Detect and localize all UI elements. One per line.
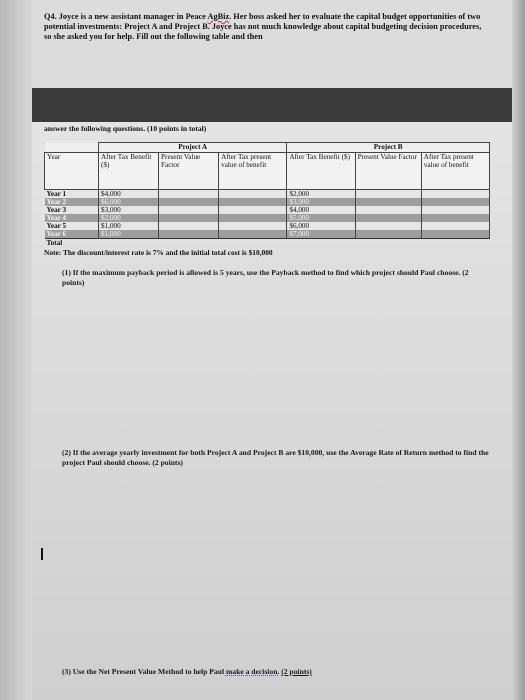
- b-pv-benefit-cell[interactable]: [421, 206, 489, 214]
- table-total-row: [45, 239, 490, 248]
- b-pv-factor-cell[interactable]: [355, 230, 421, 239]
- b-pv-factor-cell[interactable]: [355, 198, 421, 206]
- year-cell: Year 1: [45, 190, 99, 199]
- question-3-points: (2 points): [281, 667, 312, 676]
- a-benefit-cell: $3,000: [98, 206, 158, 214]
- b-benefit-cell: $4,000: [287, 206, 355, 214]
- col-a-pv-factor: Present Value Factor: [159, 153, 219, 190]
- a-benefit-cell: $2,000: [98, 214, 158, 222]
- table-row: [45, 214, 490, 222]
- b-benefit-total[interactable]: [287, 239, 355, 248]
- year-cell: Year 5: [45, 222, 99, 230]
- a-benefit-cell: $1,000: [98, 230, 158, 239]
- a-pv-factor-cell[interactable]: [159, 190, 219, 199]
- table-note: Note: The discount/interest rate is 7% and the initial total cost is $10,000: [44, 248, 273, 257]
- table-row: [45, 222, 490, 230]
- col-a-benefit: After Tax Benefit ($): [98, 153, 158, 190]
- a-pv-benefit-cell[interactable]: [219, 190, 287, 199]
- b-pv-benefit-cell[interactable]: [421, 222, 489, 230]
- b-pv-factor-total[interactable]: [355, 239, 421, 248]
- a-pv-factor-cell[interactable]: [159, 198, 219, 206]
- a-benefit-cell: $1,000: [98, 222, 158, 230]
- b-pv-benefit-cell[interactable]: [421, 198, 489, 206]
- table-column-header: [45, 153, 490, 190]
- question-3-prefix: (3) Use the Net Present Value Method to help Paul: [62, 667, 226, 676]
- dark-divider-band: [32, 88, 512, 122]
- table-row: [45, 198, 490, 206]
- question-3: [62, 667, 492, 676]
- b-pv-benefit-cell[interactable]: [421, 230, 489, 239]
- b-benefit-cell: $6,000: [287, 222, 355, 230]
- a-pv-factor-cell[interactable]: [159, 230, 219, 239]
- year-cell: Year 6: [45, 230, 99, 239]
- b-pv-factor-cell[interactable]: [355, 222, 421, 230]
- table-group-header: [45, 143, 490, 153]
- question-1: (1) If the maximum payback period is allowed is 5 years, use the Payback method to find which project should Paul choose. (2 points): [62, 268, 469, 287]
- year-cell: Year 2: [45, 198, 99, 206]
- a-pv-benefit-cell[interactable]: [219, 206, 287, 214]
- b-benefit-cell: $5,000: [287, 214, 355, 222]
- b-benefit-cell: $7,000: [287, 230, 355, 239]
- b-benefit-cell: $3,000: [287, 198, 355, 206]
- question-body-1: Joyce is a new assistant manager in Peace: [58, 12, 208, 21]
- a-pv-benefit-cell[interactable]: [219, 230, 287, 239]
- table-row: [45, 206, 490, 214]
- a-pv-benefit-cell[interactable]: [219, 222, 287, 230]
- total-label: Total: [45, 239, 99, 248]
- question-text: [44, 12, 490, 42]
- question-3-dotted: make a decision.: [225, 667, 280, 676]
- project-a-header: Project A: [98, 143, 286, 153]
- col-a-pv-benefit: After Tax present value of benefit: [219, 153, 287, 190]
- a-pv-factor-total[interactable]: [159, 239, 219, 248]
- a-benefit-cell: $6,000: [98, 198, 158, 206]
- table-row: [45, 230, 490, 239]
- b-pv-benefit-cell[interactable]: [421, 214, 489, 222]
- instructions: answer the following questions. (10 points in total): [44, 124, 207, 133]
- table-row: [45, 190, 490, 199]
- col-b-benefit: After Tax Benefit ($): [287, 153, 355, 190]
- question-2: (2) If the average yearly investment for both Project A and Project B are $10,000, use the Average Rate of Return method to find the project Paul should choose. (2 points): [62, 448, 489, 467]
- page-edge-shadow: [512, 0, 525, 700]
- a-benefit-cell: $4,000: [98, 190, 158, 199]
- a-pv-benefit-total[interactable]: [219, 239, 287, 248]
- b-pv-benefit-cell[interactable]: [421, 190, 489, 199]
- text-cursor: [41, 548, 43, 560]
- b-pv-factor-cell[interactable]: [355, 190, 421, 199]
- a-pv-benefit-cell[interactable]: [219, 198, 287, 206]
- year-cell: Year 4: [45, 214, 99, 222]
- misspelled-word: AgBiz: [207, 12, 230, 21]
- b-pv-benefit-total[interactable]: [421, 239, 489, 248]
- b-pv-factor-cell[interactable]: [355, 214, 421, 222]
- project-b-header: Project B: [287, 143, 490, 153]
- col-b-pv-benefit: After Tax present value of benefit: [421, 153, 489, 190]
- b-pv-factor-cell[interactable]: [355, 206, 421, 214]
- investment-table: [44, 142, 490, 247]
- question-number: Q4.: [44, 12, 57, 21]
- a-benefit-total[interactable]: [98, 239, 158, 248]
- b-benefit-cell: $2,000: [287, 190, 355, 199]
- a-pv-factor-cell[interactable]: [159, 222, 219, 230]
- col-year: Year: [45, 153, 99, 190]
- page-edge-shadow: [0, 0, 32, 700]
- question-body-2: . Her boss asked her to evaluate the capital budget opportunities of two potential investments: Project A and Project B. Joyce has not much knowledge about capital budgeting decision procedures, so she asked you for help. Fill out the following table and then: [44, 12, 482, 41]
- col-b-pv-factor: Present Value Factor: [355, 153, 421, 190]
- year-cell: Year 3: [45, 206, 99, 214]
- a-pv-factor-cell[interactable]: [159, 214, 219, 222]
- a-pv-benefit-cell[interactable]: [219, 214, 287, 222]
- a-pv-factor-cell[interactable]: [159, 206, 219, 214]
